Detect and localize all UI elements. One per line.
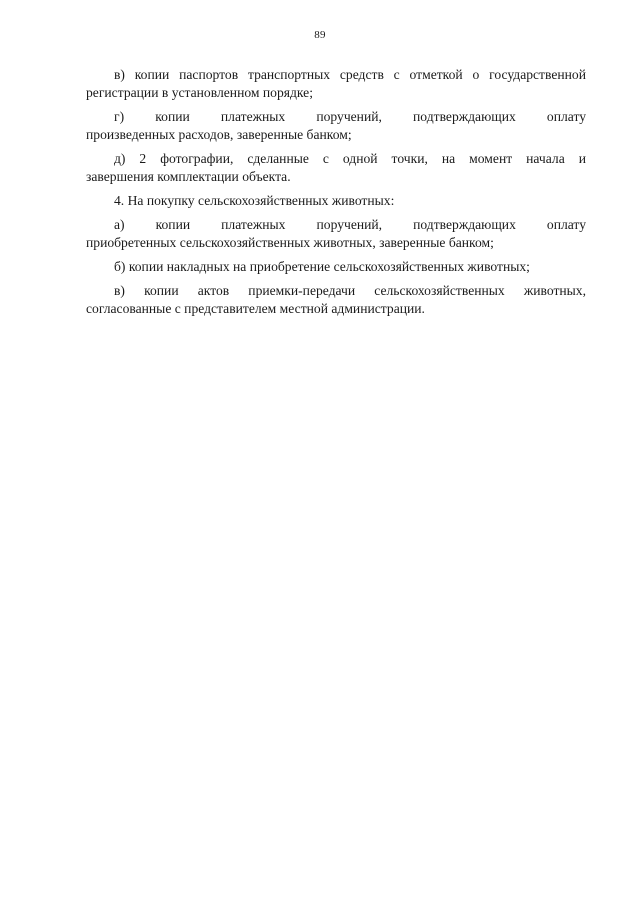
paragraph-a-payments xyxy=(86,216,586,252)
paragraph-g-payments xyxy=(86,108,586,144)
paragraph-d-photos xyxy=(86,150,586,186)
paragraph-line: 4. На покупку сельскохозяйственных животных: xyxy=(114,193,395,208)
paragraph-line: г) копии платежных поручений, подтверждающих оплату xyxy=(114,109,586,124)
document-body xyxy=(86,66,586,324)
paragraph-b-invoices xyxy=(86,258,586,276)
page-number: 89 xyxy=(314,29,326,41)
paragraph-line: в) копии паспортов транспортных средств с отметкой о государственной xyxy=(114,67,586,82)
paragraph-line: завершения комплектации объекта. xyxy=(86,169,291,184)
paragraph-line: регистрации в установленном порядке; xyxy=(86,85,313,100)
paragraph-line: б) копии накладных на приобретение сельскохозяйственных животных; xyxy=(114,259,530,274)
paragraph-line: приобретенных сельскохозяйственных животных, заверенные банком; xyxy=(86,235,494,250)
paragraph-line: согласованные с представителем местной администрации. xyxy=(86,301,425,316)
paragraph-line: в) копии актов приемки-передачи сельскохозяйственных животных, xyxy=(114,283,586,298)
paragraph-line: а) копии платежных поручений, подтверждающих оплату xyxy=(114,217,586,232)
paragraph-v-acts xyxy=(86,282,586,318)
paragraph-section-4 xyxy=(86,192,586,210)
paragraph-line: произведенных расходов, заверенные банком; xyxy=(86,127,352,142)
paragraph-line: д) 2 фотографии, сделанные с одной точки, на момент начала и xyxy=(114,151,586,166)
paragraph-v-transport xyxy=(86,66,586,102)
